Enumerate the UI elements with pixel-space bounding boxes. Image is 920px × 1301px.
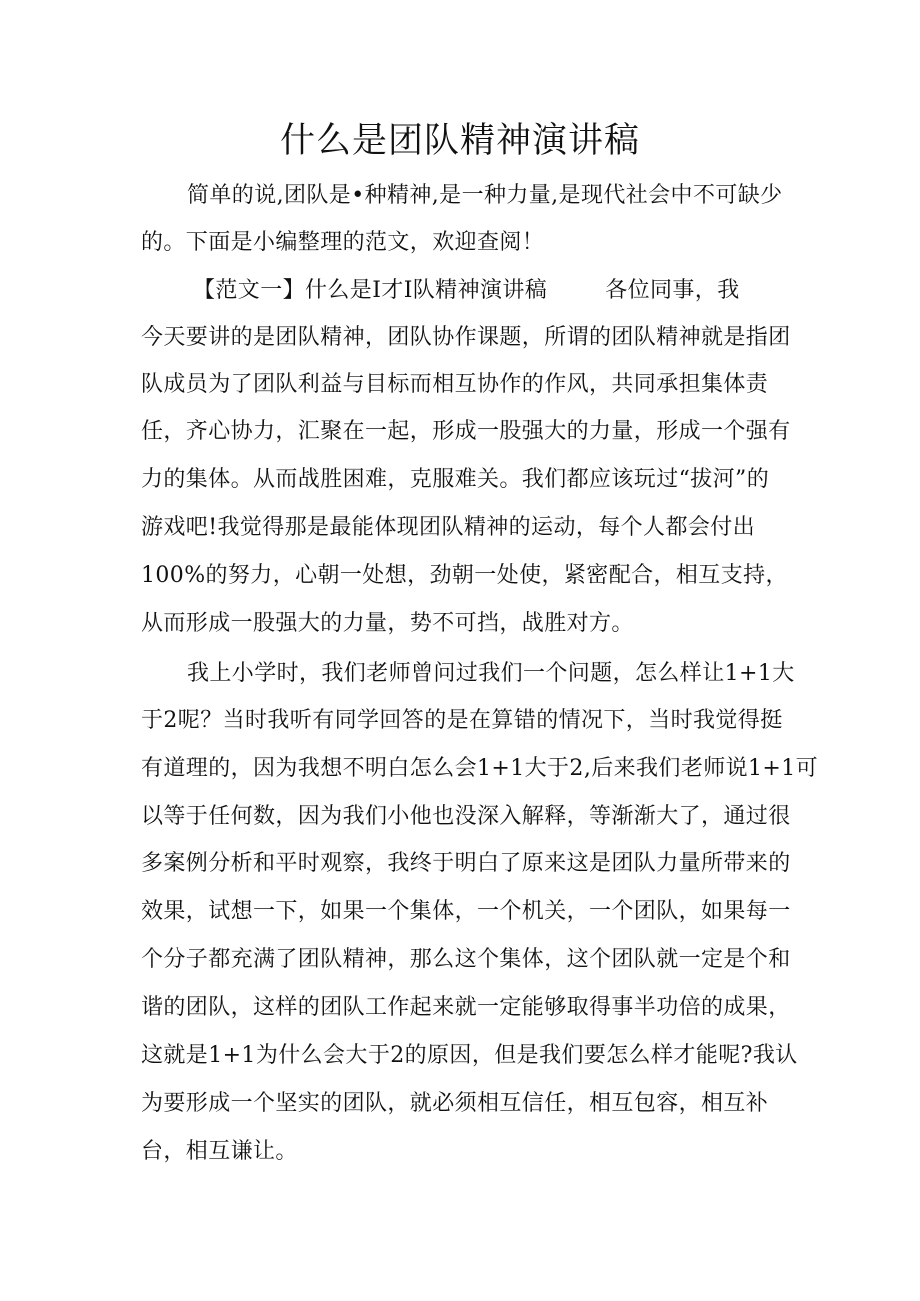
paragraph1-line-7: 从而形成一股强大的力量，势不可挡，战胜对方。 [141,611,634,636]
paragraph2-line-7: 个分子都充满了团队精神，那么这个集体，这个团队就一定是个和 [141,947,791,972]
section-heading: 【范文一】什么是I才I队精神演讲稿 [193,278,548,303]
paragraph2-line-5: 多案例分析和平时观察，我终于明白了原来这是团队力量所带来的 [141,851,791,876]
paragraph2-line-10: 为要形成一个坚实的团队，就必须相互信任，相互包容，相互补 [141,1091,769,1116]
paragraph2-line-6: 效果，试想一下，如果一个集体，一个机关，一个团队，如果每一 [141,899,791,924]
paragraph1-line-1: 今天要讲的是团队精神，团队协作课题，所谓的团队精神就是指团 [141,325,791,350]
paragraph1-line-4: 力的集体。从而战胜困难，克服难关。我们都应该玩过“拔河”的 [141,467,770,492]
section-heading-line [193,276,740,306]
paragraph1-line-5: 游戏吧!我觉得那是最能体现团队精神的运动，每个人都会付出 [141,515,756,540]
paragraph1-line-3: 任，齐心协力，汇聚在一起，形成一股强大的力量，形成一个强有 [141,419,791,444]
paragraph2-line-8: 谐的团队，这样的团队工作起来就一定能够取得事半功倍的成果， [141,995,791,1020]
paragraph2-line-2: 于2呢？当时我听有同学回答的是在算错的情况下，当时我觉得挺 [141,708,783,733]
intro-line-1: 简单的说,团队是•种精神,是一种力量,是现代社会中不可缺少 [187,183,783,208]
intro-line-2: 的。下面是小编整理的范文，欢迎查阅！ [141,230,545,255]
paragraph2-line-11: 台，相互谦让。 [141,1139,298,1164]
paragraph2-line-1: 我上小学时，我们老师曾问过我们一个问题，怎么样让1+1大 [187,661,795,686]
document-title: 什么是团队精神演讲稿 [279,121,640,161]
paragraph1-line-6: 100%的努力，心朝一处想，劲朝一处使，紧密配合，相互支持， [141,563,788,588]
section-heading-tail: 各位同事，我 [605,278,740,303]
paragraph2-line-4: 以等于任何数，因为我们小他也没深入解释，等渐渐大了，通过很 [141,804,791,829]
paragraph2-line-9: 这就是1+1为什么会大于2的原因，但是我们要怎么样才能呢?我认 [141,1043,798,1068]
paragraph2-line-3: 有道理的，因为我想不明白怎么会1+1大于2,后来我们老师说1+1可 [141,756,819,781]
paragraph1-line-2: 队成员为了团队利益与目标而相互协作的作风，共同承担集体责 [141,372,769,397]
